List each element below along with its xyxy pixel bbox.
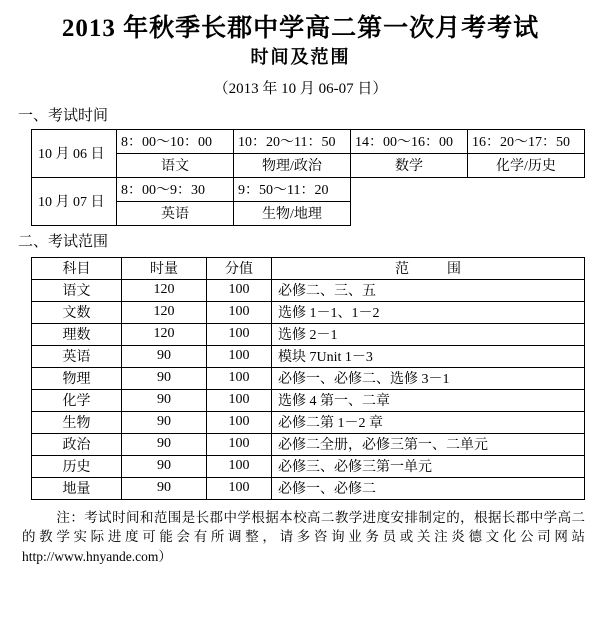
cell-score: 100 xyxy=(207,389,272,411)
cell-subject: 语文 xyxy=(32,279,122,301)
schedule-subject: 生物/地理 xyxy=(234,201,351,225)
cell-duration: 90 xyxy=(122,411,207,433)
cell-score: 100 xyxy=(207,301,272,323)
cell-scope: 必修二全册，必修三第一、二单元 xyxy=(272,433,585,455)
schedule-subject: 化学/历史 xyxy=(468,153,585,177)
table-row xyxy=(32,345,585,367)
schedule-subject: 语文 xyxy=(117,153,234,177)
schedule-slot: 8：00～10：00 xyxy=(117,129,234,153)
cell-scope: 选修 4 第一、二章 xyxy=(272,389,585,411)
cell-duration: 90 xyxy=(122,345,207,367)
exam-scope-table xyxy=(31,257,585,500)
footnote xyxy=(22,508,585,567)
cell-scope: 模块 7Unit 1－3 xyxy=(272,345,585,367)
table-row xyxy=(32,129,585,153)
cell-scope: 选修 2－1 xyxy=(272,323,585,345)
exam-schedule-table xyxy=(31,129,585,226)
table-row xyxy=(32,279,585,301)
table-row xyxy=(32,411,585,433)
schedule-day-2: 10 月 07 日 xyxy=(32,177,117,225)
cell-subject: 理数 xyxy=(32,323,122,345)
cell-duration: 90 xyxy=(122,477,207,499)
table-row xyxy=(32,477,585,499)
footnote-text: 注：考试时间和范围是长郡中学根据本校高二教学进度安排制定的，根据长郡中学高二 的教学实际进度可能会有所调整，请多咨询业务员或关注炎德文化公司网站 xyxy=(22,509,585,545)
cell-subject: 文数 xyxy=(32,301,122,323)
schedule-empty-cell xyxy=(468,177,585,201)
exam-date-range: （2013 年 10 月 06-07 日） xyxy=(213,80,388,97)
schedule-slot: 8：00～9：30 xyxy=(117,177,234,201)
column-header-subject: 科目 xyxy=(32,257,122,279)
page-subtitle: 时间及范围 xyxy=(250,46,351,67)
schedule-empty-cell xyxy=(351,177,468,201)
section-heading-exam-time: 一、考试时间 xyxy=(18,107,109,124)
cell-subject: 英语 xyxy=(32,345,122,367)
table-row xyxy=(32,177,585,201)
cell-scope: 必修三、必修三第一单元 xyxy=(272,455,585,477)
cell-score: 100 xyxy=(207,367,272,389)
cell-scope: 必修一、必修二、选修 3－1 xyxy=(272,367,585,389)
schedule-slot: 9：50～11：20 xyxy=(234,177,351,201)
column-header-scope: 范 围 xyxy=(272,257,585,279)
schedule-slot: 14：00～16：00 xyxy=(351,129,468,153)
cell-duration: 90 xyxy=(122,455,207,477)
cell-duration: 90 xyxy=(122,367,207,389)
footnote-url: http://www.hnyande.com） xyxy=(22,549,172,565)
column-header-duration: 时量 xyxy=(122,257,207,279)
cell-duration: 120 xyxy=(122,279,207,301)
cell-score: 100 xyxy=(207,345,272,367)
section-heading-exam-scope: 二、考试范围 xyxy=(18,233,109,250)
cell-subject: 政治 xyxy=(32,433,122,455)
cell-scope: 必修二第 1－2 章 xyxy=(272,411,585,433)
cell-subject: 生物 xyxy=(32,411,122,433)
cell-scope: 必修一、必修二 xyxy=(272,477,585,499)
cell-duration: 90 xyxy=(122,433,207,455)
schedule-subject: 物理/政治 xyxy=(234,153,351,177)
cell-score: 100 xyxy=(207,455,272,477)
cell-scope: 选修 1－1、1－2 xyxy=(272,301,585,323)
schedule-empty-cell xyxy=(351,201,468,225)
table-row xyxy=(32,389,585,411)
schedule-slot: 10：20～11：50 xyxy=(234,129,351,153)
cell-subject: 化学 xyxy=(32,389,122,411)
schedule-subject: 数学 xyxy=(351,153,468,177)
column-header-score: 分值 xyxy=(207,257,272,279)
table-row xyxy=(32,433,585,455)
schedule-day-1: 10 月 06 日 xyxy=(32,129,117,177)
table-header-row xyxy=(32,257,585,279)
schedule-slot: 16：20～17：50 xyxy=(468,129,585,153)
schedule-subject: 英语 xyxy=(117,201,234,225)
cell-scope: 必修二、三、五 xyxy=(272,279,585,301)
cell-subject: 物理 xyxy=(32,367,122,389)
cell-score: 100 xyxy=(207,323,272,345)
table-row xyxy=(32,301,585,323)
table-row xyxy=(32,455,585,477)
table-row xyxy=(32,367,585,389)
cell-subject: 历史 xyxy=(32,455,122,477)
cell-duration: 120 xyxy=(122,323,207,345)
schedule-empty-cell xyxy=(468,201,585,225)
cell-score: 100 xyxy=(207,411,272,433)
cell-score: 100 xyxy=(207,433,272,455)
cell-duration: 90 xyxy=(122,389,207,411)
cell-duration: 120 xyxy=(122,301,207,323)
table-row xyxy=(32,323,585,345)
page-title: 2013 年秋季长郡中学高二第一次月考考试 xyxy=(61,15,540,42)
cell-score: 100 xyxy=(207,477,272,499)
cell-subject: 地量 xyxy=(32,477,122,499)
cell-score: 100 xyxy=(207,279,272,301)
